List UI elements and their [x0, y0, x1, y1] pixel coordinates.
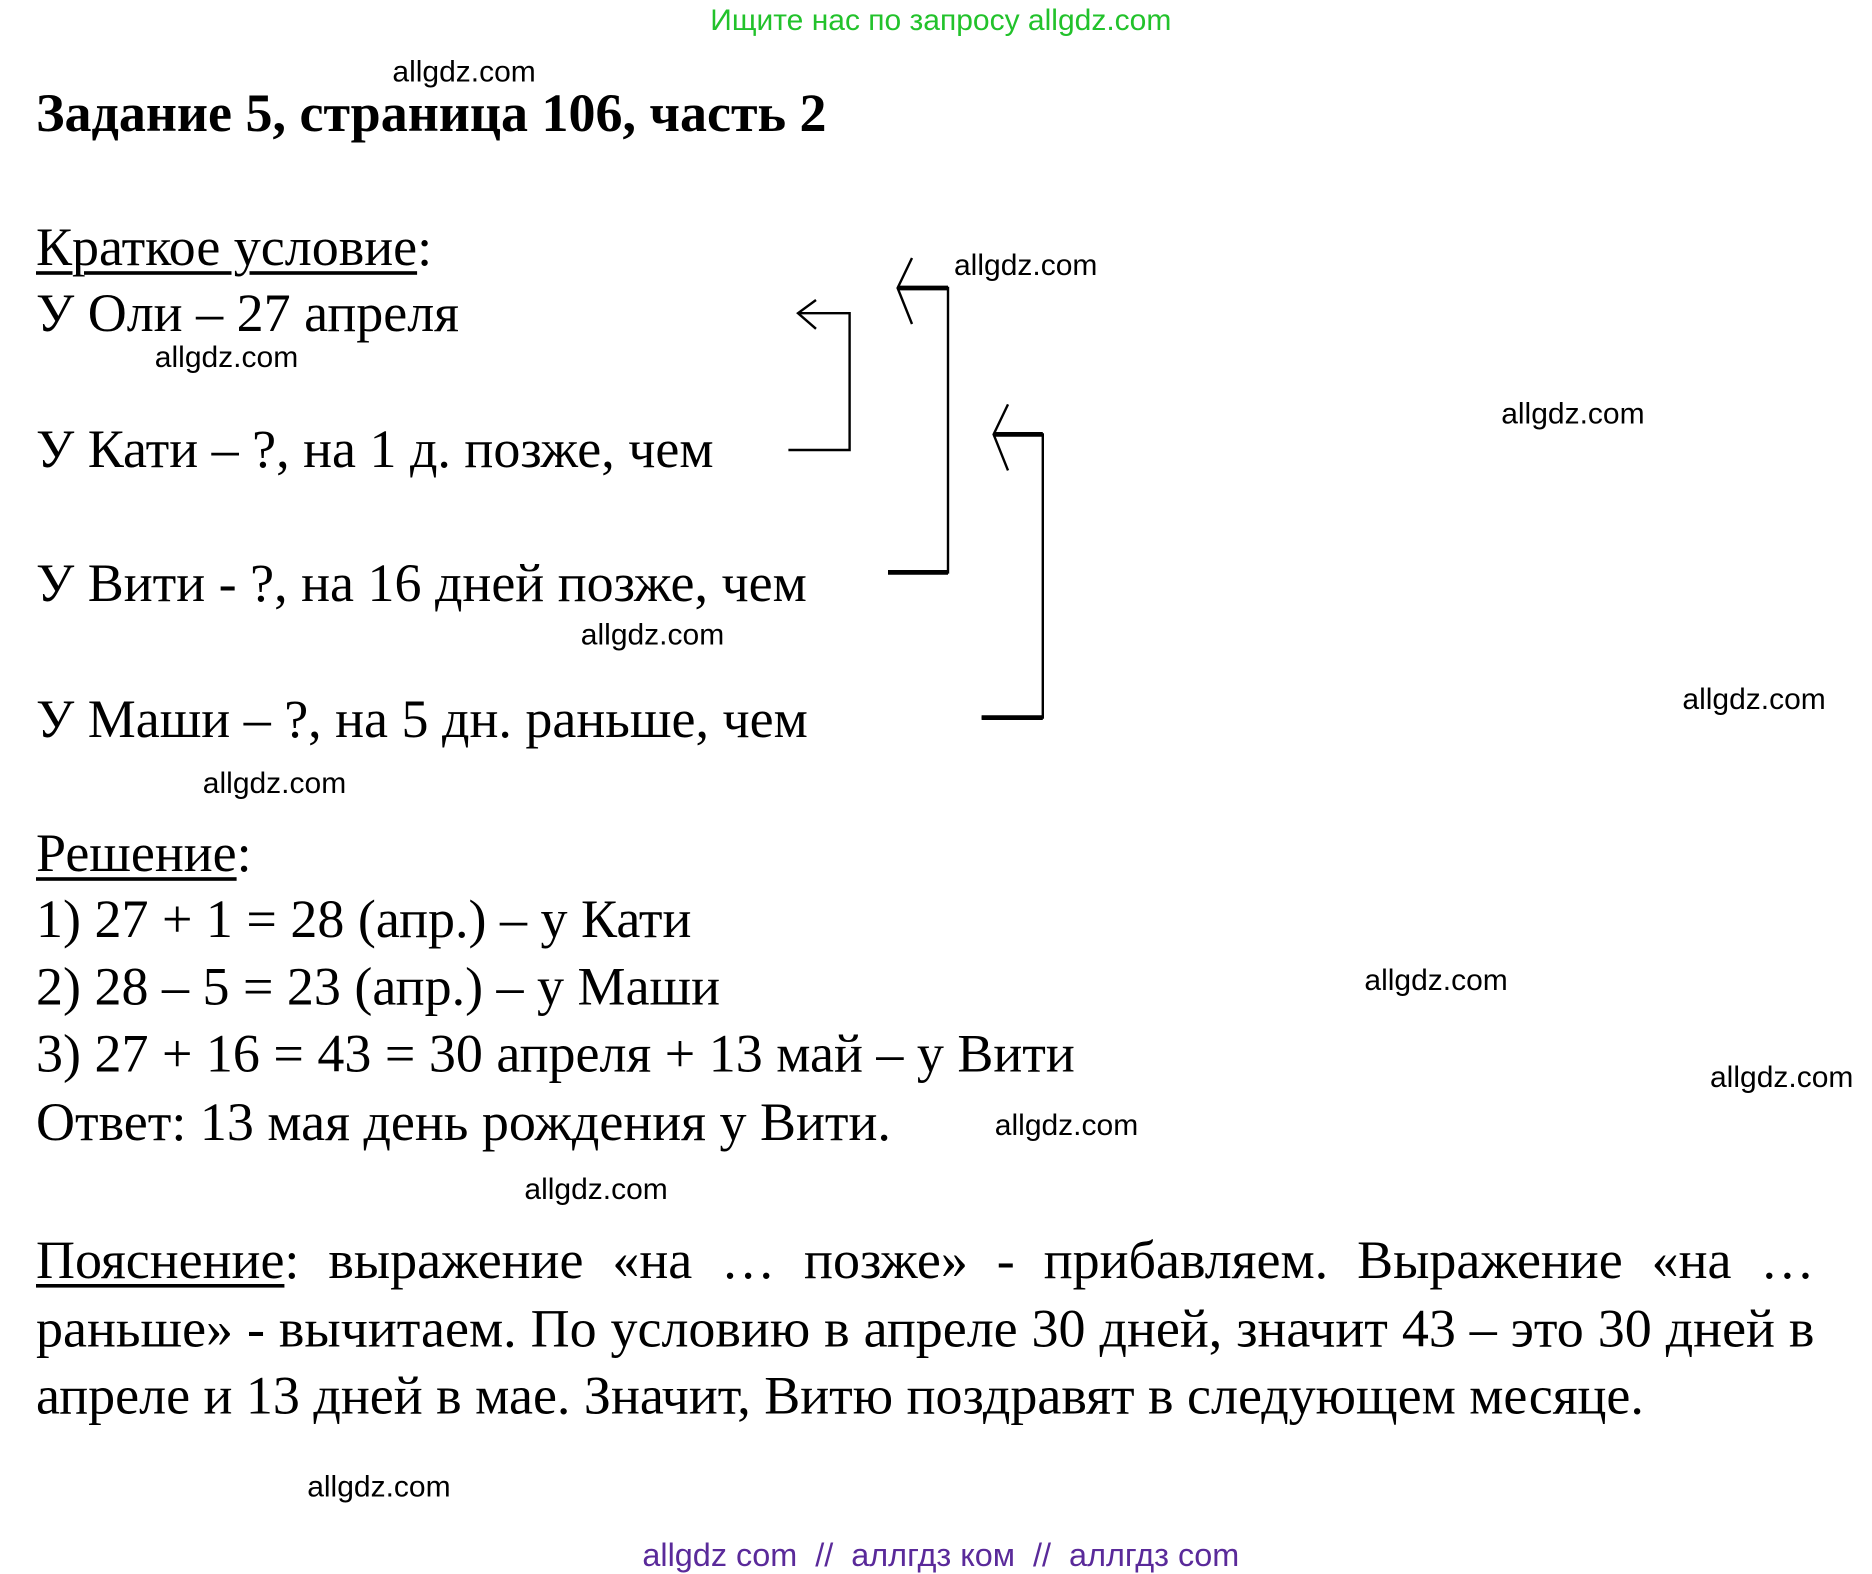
watermark: allgdz.com — [580, 618, 725, 652]
explanation-label: Пояснение — [36, 1230, 285, 1290]
condition-line-katya: У Кати – ?, на 1 д. позже, чем — [36, 418, 714, 479]
watermark: allgdz.com — [307, 1470, 451, 1504]
watermark: allgdz.com — [524, 1172, 668, 1206]
watermark: allgdz.com — [994, 1108, 1139, 1143]
condition-line-masha: У Маши – ?, на 5 дн. раньше, чем — [36, 688, 808, 749]
watermark: allgdz.com — [1682, 682, 1826, 717]
solution-step-2: 2) 28 – 5 = 23 (апр.) – у Маши — [36, 956, 721, 1017]
solution-label: Решение — [36, 823, 237, 884]
page-title: Задание 5, страница 106, часть 2 — [36, 82, 827, 143]
solution-step-1: 1) 27 + 1 = 28 (апр.) – у Кати — [36, 889, 692, 950]
watermark: allgdz.com — [392, 55, 536, 89]
arrow-katya-to-olya — [788, 300, 849, 450]
watermark: allgdz.com — [1710, 1060, 1854, 1095]
watermark: allgdz.com — [154, 340, 299, 375]
footer-links[interactable]: allgdz com // аллгдз ком // аллгдз com — [642, 1537, 1240, 1574]
answer: Ответ: 13 мая день рождения у Вити. — [36, 1092, 891, 1152]
search-banner[interactable]: Ищите нас по запросу allgdz.com — [710, 3, 1172, 38]
watermark: allgdz.com — [1364, 963, 1508, 998]
explanation — [36, 1226, 1814, 1429]
watermark: allgdz.com — [1501, 397, 1645, 431]
solution-step-3: 3) 27 + 16 = 43 = 30 апреля + 13 май – у Вити — [36, 1023, 1075, 1084]
explanation-text: : выражение «на … позже» - прибавляем. Выражение «на … раньше» - вычитаем. По условию в апреле 30 дней, значит 43 – это 30 дней в апреле и 13 дней в мае. Значит, Витю поздравят в следующем месяце. — [36, 1230, 1815, 1426]
condition-line-vitya: У Вити - ?, на 16 дней позже, чем — [36, 553, 807, 614]
solution-colon: : — [236, 823, 252, 884]
arrow-masha-to-katya — [982, 404, 1043, 717]
arrow-vitya-to-olya — [888, 258, 948, 572]
solution-heading — [36, 823, 252, 884]
condition-label: Краткое условие — [36, 217, 418, 278]
watermark: allgdz.com — [202, 766, 347, 801]
watermark: allgdz.com — [954, 248, 1098, 282]
condition-colon: : — [417, 217, 433, 278]
condition-line-olya: У Оли – 27 апреля — [36, 283, 460, 344]
